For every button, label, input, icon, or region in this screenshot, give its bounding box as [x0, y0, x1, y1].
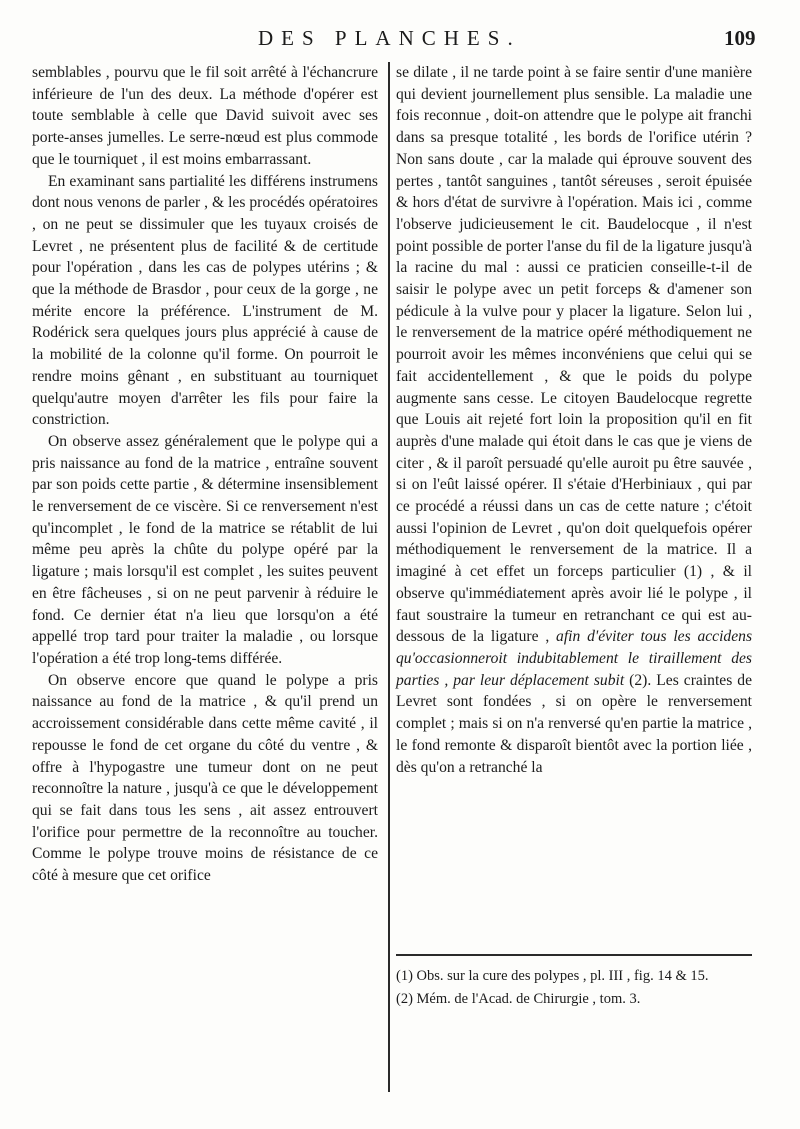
right-column: [396, 62, 752, 778]
page-number: 109: [724, 26, 756, 50]
body-text: (2). Les craintes de Levret sont fondées , si on opère le renversement complet ; mais si on n'a renversé qu'en partie la matrice , le fond remonte & disparoît bientôt avec la portion liée , dès qu'on a retranché la: [396, 671, 752, 776]
paragraph: En examinant sans partialité les différens instrumens dont nous venons de parler , & les procédés opératoires , on ne peut se dissimuler que les tuyaux croisés de Levret , ne présentent plus de facilité & de certitude pour l'opération , dans les cas de polypes utérins ; & que la méthode de Brasdor , pour ceux de la gorge , ne mérite encore la préférence. L'instrument de M. Rodérick sera quelques jours plus apprécié à cause de la mobilité de la colonne qu'il forme. On pourroit le rendre moins gênant , en substituant au tourniquet quelqu'autre moyen d'arrêter les fils pour faire la constriction.: [32, 172, 378, 429]
paragraph: On observe assez généralement que le polype qui a pris naissance au fond de la matrice , entraîne souvent par son poids cette partie , & détermine insensiblement le renversement de ce viscère. Si ce renversement n'est qu'incomplet , le fond de la matrice se rétablit de lui même peu après la chûte du polype opéré par la ligature ; mais lorsqu'il est complet , les suites peuvent en être fâcheuses , si on ne peut parvenir à réduire le fond. Ce dernier état n'a lieu que lorsqu'on a été appellé trop tard pour traiter la maladie , ou lorsque l'opération a été trop long-tems différée.: [32, 432, 378, 667]
italic-quotation: afin d'éviter tous les accidens qu'occasionneroit indubitablement le tiraillement des parties , par leur déplacement subit: [396, 628, 753, 689]
column-divider: [388, 62, 390, 1092]
paragraph: semblables , pourvu que le fil soit arrêté à l'échancrure inférieure de l'un des deux. La méthode d'opérer est toute semblable à celle que David suivoit avec ses porte-anses jumelles. Le serre-nœud est plus commode que le tourniquet , il est moins embarrassant.: [32, 64, 378, 168]
paragraph: On observe encore que quand le polype a pris naissance au fond de la matrice , & qu'il prend un accroissement considérable dans cette même cavité , il repousse le fond de cet organe du côté du ventre , & offre à l'hypogastre une tumeur dont on ne peut reconnoître la nature , jusqu'à ce que le développement qui se fait dans tous les sens , ait assez entrouvert l'orifice pour permettre de la reconnoître au toucher. Comme le polype trouve moins de résistance de ce côté à mesure que cet orifice: [32, 671, 378, 885]
footnote: (2) Mém. de l'Acad. de Chirurgie , tom. 3.: [396, 991, 641, 1007]
footnotes: [396, 966, 752, 1012]
running-head: [0, 20, 800, 60]
running-title: DES PLANCHES.: [258, 26, 521, 50]
footnote: (1) Obs. sur la cure des polypes , pl. III , fig. 14 & 15.: [396, 968, 709, 984]
footnote-divider: [396, 954, 752, 956]
paragraph: [396, 62, 752, 778]
left-column: [32, 62, 378, 887]
body-text: se dilate , il ne tarde point à se faire sentir d'une manière qui devient journellement plus sensible. La maladie une fois reconnue , doit-on attendre que le polype ait franchi dans sa presque totalité , les bords de l'orifice utérin ? Non sans doute , car la malade qui éprouve souvent des pertes , tantôt sanguines , tantôt séreuses , seroit épuisée & hors d'état de survivre à l'opération. Mais ici , comme l'observe judicieusement le cit. Baudelocque , il n'est point possible de porter l'anse du fil de la ligature jusqu'à la racine du mal : aussi ce praticien conseille-t-il de saisir le polype avec un petit forceps & d'amener son pédicule à la vulve pour y placer la ligature. Selon lui , le renversement de la matrice opéré méthodiquement ne pourroit avoir les mêmes inconvéniens que celui qui se fait accidentellement , & que le poids du polype augmente sans cesse. Le citoyen Baudelocque regrette que Louis ait rejeté fort loin la proposition qu'il en fit auprès d'une malade qui étoit dans le cas que je viens de citer , & il paroît persuadé qu'elle auroit pu être sauvée , si on l'eût laissé opérer. Il s'étaie d'Herbiniaux , qui par ce procédé a réussi dans un cas de cette nature ; c'étoit aussi l'opinion de Levret , qu'on doit quelquefois opérer méthodiquement le renversement de la matrice. Il a imaginé à cet effet un forceps particulier (1) , & il observe qu'immédiatement après avoir lié le polype , il faut soustraire la tumeur en retranchant ce qui est au-dessous de la ligature ,: [396, 64, 752, 646]
